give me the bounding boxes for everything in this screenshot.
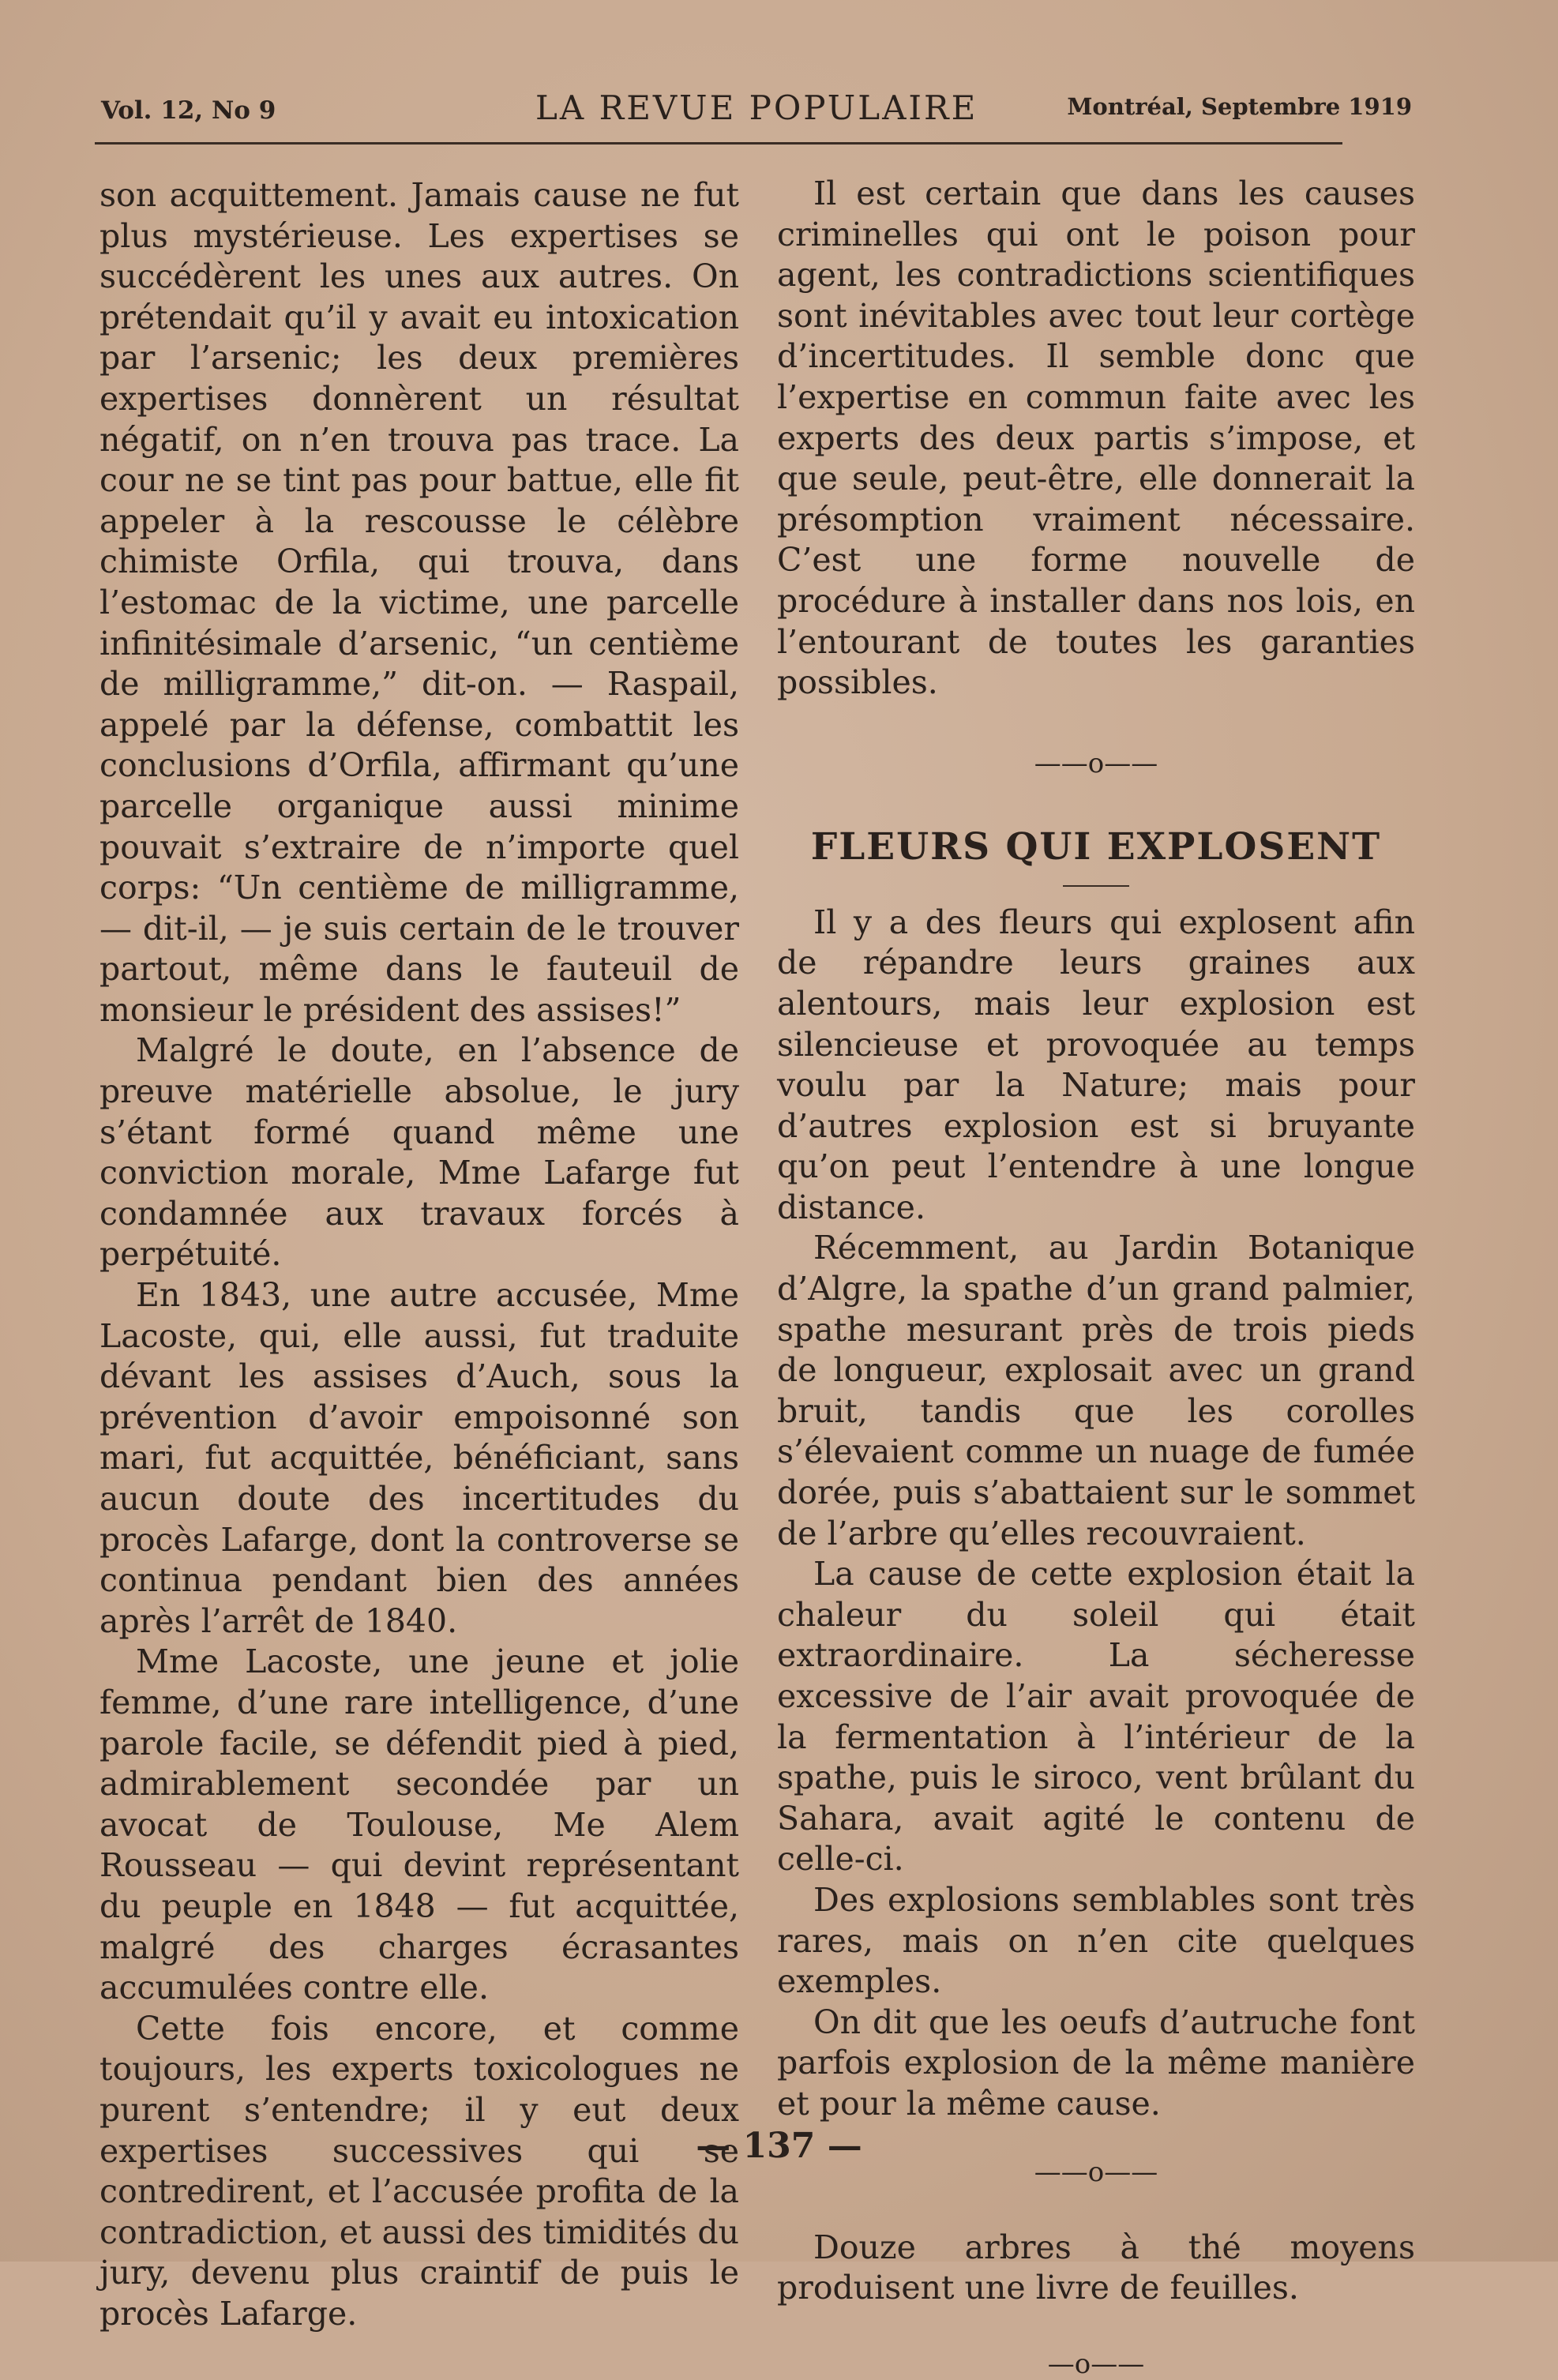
page-number: — 137 —: [696, 2126, 862, 2166]
paragraph: La cause de cette explosion était la chaleur du soleil qui était extraordinaire. La sécheresse excessive de l’air avait provoquée de la fermentation à l’intérieur de la spathe, puis le siroco, vent brûlant du Sahara, avait agité le contenu de celle-ci.: [777, 1555, 1415, 1879]
paragraph: Mme Lacoste, une jeune et jolie femme, d’une rare intelligence, d’une parole facile, se défendit pied à pied, admirablement secondée par un avocat de Toulouse, Me Alem Rousseau — qui devint représentant du peuple en 1848 — fut acquittée, malgré des charges écrasantes accumulées contre elle.: [99, 1642, 739, 2007]
right-column: [777, 174, 1415, 2380]
separator: ——o——: [1034, 2156, 1158, 2188]
publication-title: LA REVUE POPULAIRE: [535, 88, 978, 127]
paragraph: Douze arbres à thé moyens produisent une livre de feuilles.: [777, 2228, 1415, 2307]
paragraph: Récemment, au Jardin Botanique d’Algre, la spathe d’un grand palmier, spathe mesurant près de trois pieds de longueur, explosait avec un grand bruit, tandis que les corolles s’élevaient comme un nuage de fumée dorée, puis s’abattaient sur le sommet de l’arbre qu’elles recouvraient.: [777, 1229, 1415, 1552]
paragraph: On dit que les oeufs d’autruche font parfois explosion de la même manière et pour la même cause.: [777, 2003, 1415, 2123]
separator: —o——: [1047, 2348, 1145, 2380]
paragraph: Cette fois encore, et comme toujours, les experts toxicologues ne purent s’entendre; il y eut deux expertises successives qui se contredirent, et l’accusée profita de la contradiction, et aussi des timidités du jury, devenu plus craintif de puis le procès Lafarge.: [99, 2009, 739, 2333]
paragraph: Malgré le doute, en l’absence de preuve matérielle absolue, le jury s’étant formé quand même une conviction morale, Mme Lafarge fut condamnée aux travaux forcés à perpétuité.: [99, 1031, 739, 1274]
paragraph: son acquittement. Jamais cause ne fut plus mystérieuse. Les expertises se succédèrent les unes aux autres. On prétendait qu’il y avait eu intoxication par l’arsenic; les deux premières expertises donnèrent un résultat négatif, on n’en trouva pas trace. La cour ne se tint pas pour battue, elle fit appeler à la rescousse le célèbre chimiste Orfila, qui trouva, dans l’estomac de la victime, une parcelle infinitésimale d’arsenic, “un centième de milligramme,” dit-on. — Raspail, appelé par la défense, combattit les conclusions d’Orfila, affirmant qu’une parcelle organique aussi minime pouvait s’extraire de n’importe quel corps: “Un centième de milligramme, — dit-il, — je suis certain de le trouver partout, même dans le fauteuil de monsieur le président des assises!”: [99, 176, 739, 1029]
article-title: FLEURS QUI EXPLOSENT: [810, 824, 1382, 869]
page-header: [101, 85, 1412, 133]
title-rule: [1063, 885, 1129, 887]
paragraph: Des explosions semblables sont très rares, mais on n’en cite quelques exemples.: [777, 1880, 1415, 2001]
left-column: [99, 175, 739, 2334]
header-rule: [95, 142, 1342, 145]
paragraph: Il y a des fleurs qui explosent afin de répandre leurs graines aux alentours, mais leur explosion est silencieuse et provoquée au temps voulu par la Nature; mais pour d’autres explosion est si bruyante qu’on peut l’entendre à une longue distance.: [777, 903, 1415, 1226]
separator: ——o——: [1034, 747, 1158, 779]
volume-number: Vol. 12, No 9: [101, 96, 276, 125]
paragraph: En 1843, une autre accusée, Mme Lacoste, qui, elle aussi, fut traduite dévant les assises d’Auch, sous la prévention d’avoir empoisonné son mari, fut acquittée, bénéficiant, sans aucun doute des incertitudes du procès Lafarge, dont la controverse se continua pendant bien des années après l’arrêt de 1840.: [99, 1276, 739, 1640]
paragraph: Il est certain que dans les causes criminelles qui ont le poison pour agent, les contradictions scientifiques sont inévitables avec tout leur cortège d’incertitudes. Il semble donc que l’expertise en commun faite avec les experts des deux partis s’impose, et que seule, peut-être, elle donnerait la présomption vraiment nécessaire. C’est une forme nouvelle de procédure à installer dans nos lois, en l’entourant de toutes les garanties possibles.: [777, 175, 1415, 702]
issue-date: Montréal, Septembre 1919: [1067, 93, 1412, 120]
